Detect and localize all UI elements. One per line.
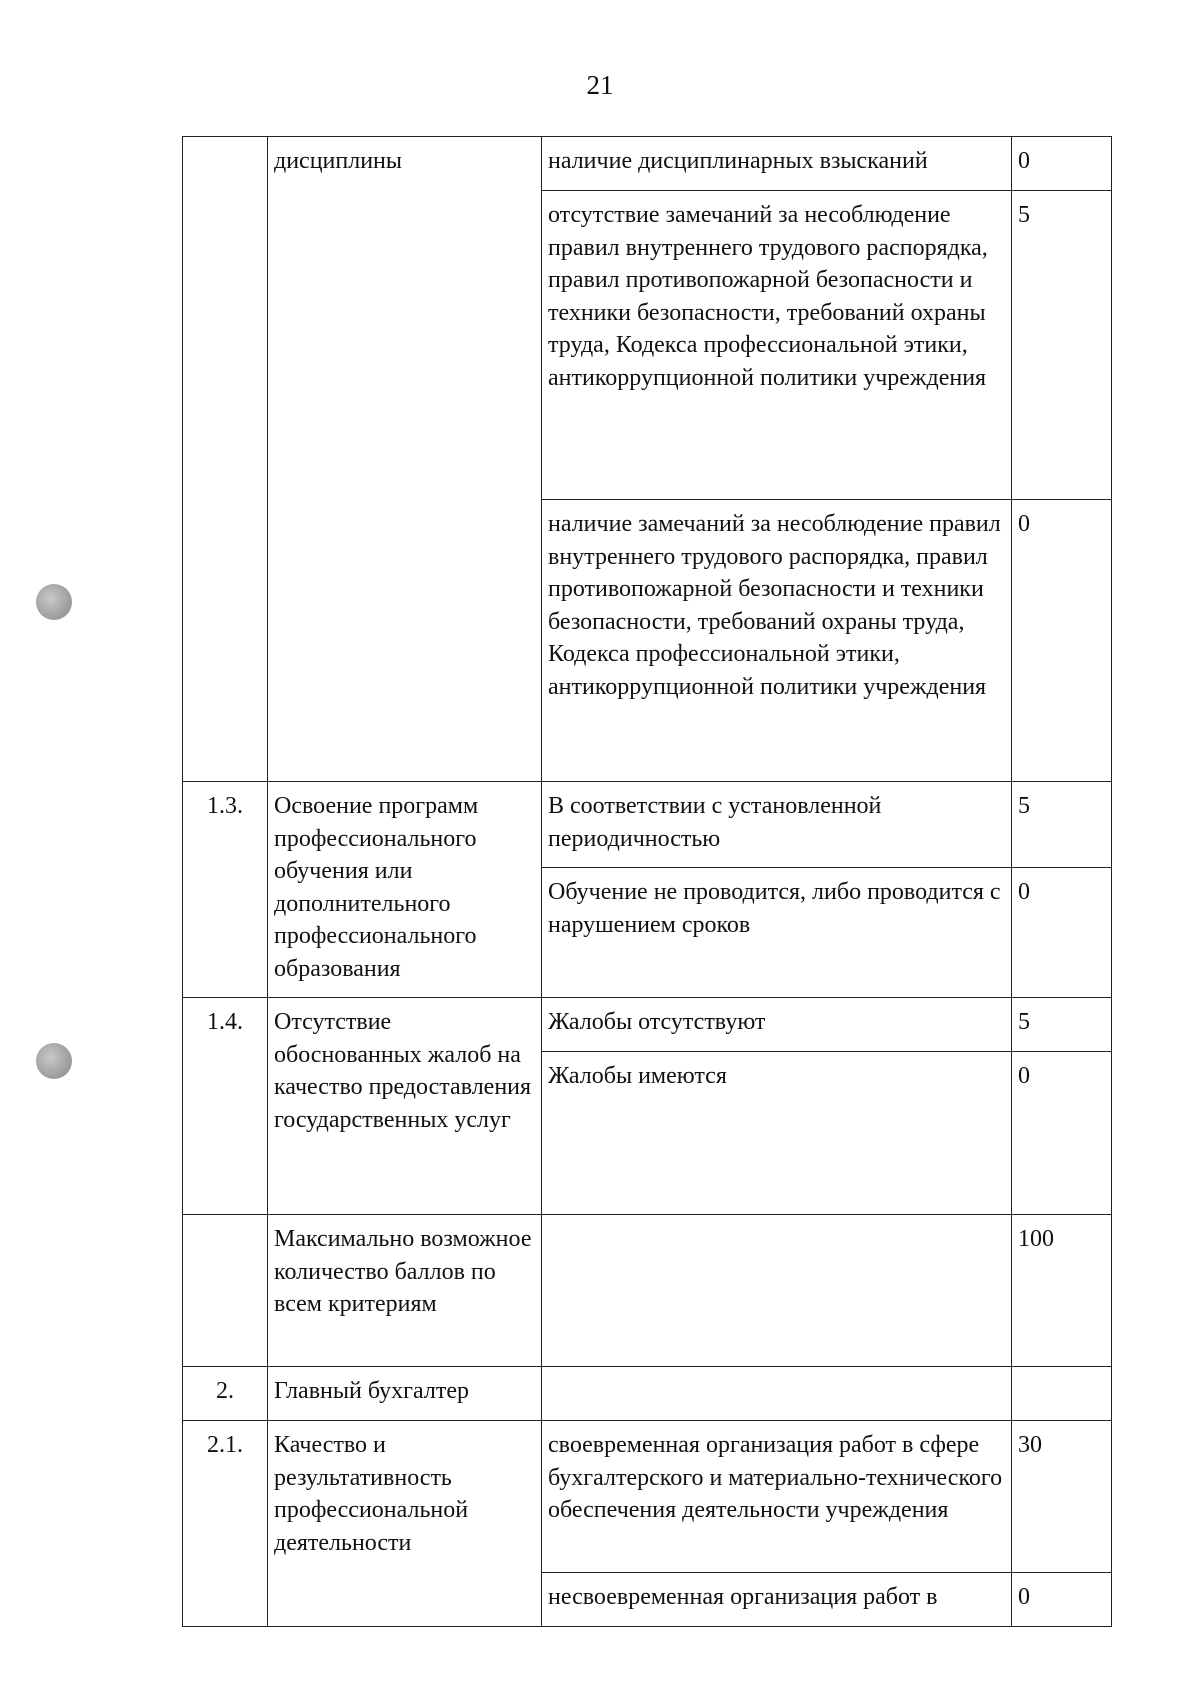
table-row xyxy=(183,998,1112,1052)
indicator-cell: В соответствии с установленной периодичностью xyxy=(542,782,1012,868)
score-cell: 0 xyxy=(1012,1052,1112,1215)
page-number: 21 xyxy=(586,70,614,100)
table-row xyxy=(183,1421,1112,1573)
item-number-cell: 2.1. xyxy=(183,1421,268,1627)
punch-hole-mark xyxy=(36,584,72,620)
score-cell xyxy=(1012,1367,1112,1421)
criteria-table xyxy=(182,136,1112,1627)
indicator-cell: Жалобы отсутствуют xyxy=(542,998,1012,1052)
indicator-cell: наличие замечаний за несоблюдение правил внутреннего трудового распорядка, правил противопожарной безопасности и техники безопасности, требований охраны труда, Кодекса профессиональной этики, антикоррупционной политики учреждения xyxy=(542,500,1012,782)
criterion-cell: Отсутствие обоснованных жалоб на качество предоставления государственных услуг xyxy=(268,998,542,1215)
score-cell: 5 xyxy=(1012,782,1112,868)
indicator-cell: Жалобы имеются xyxy=(542,1052,1012,1215)
item-number-cell: 1.3. xyxy=(183,782,268,998)
table-row xyxy=(183,1215,1112,1367)
score-cell: 30 xyxy=(1012,1421,1112,1573)
table-row xyxy=(183,782,1112,868)
criterion-cell: дисциплины xyxy=(268,137,542,782)
score-cell: 5 xyxy=(1012,191,1112,500)
indicator-cell xyxy=(542,1215,1012,1367)
criterion-cell: Освоение программ профессионального обучения или дополнительного профессионального образования xyxy=(268,782,542,998)
criterion-cell: Качество и результативность профессиональной деятельности xyxy=(268,1421,542,1627)
indicator-cell: своевременная организация работ в сфере бухгалтерского и материально-технического обеспечения деятельности учреждения xyxy=(542,1421,1012,1573)
indicator-cell: несвоевременная организация работ в xyxy=(542,1573,1012,1627)
indicator-cell xyxy=(542,1367,1012,1421)
item-number-cell xyxy=(183,1215,268,1367)
score-cell: 0 xyxy=(1012,868,1112,998)
indicator-cell: отсутствие замечаний за несоблюдение правил внутреннего трудового распорядка, правил противопожарной безопасности и техники безопасности, требований охраны труда, Кодекса профессиональной этики, антикоррупционной политики учреждения xyxy=(542,191,1012,500)
score-cell: 0 xyxy=(1012,137,1112,191)
score-cell: 0 xyxy=(1012,1573,1112,1627)
table-row xyxy=(183,137,1112,191)
table-row xyxy=(183,1367,1112,1421)
item-number-cell: 1.4. xyxy=(183,998,268,1215)
punch-hole-mark xyxy=(36,1043,72,1079)
criterion-cell: Максимально возможное количество баллов по всем критериям xyxy=(268,1215,542,1367)
indicator-cell: наличие дисциплинарных взысканий xyxy=(542,137,1012,191)
item-number-cell: 2. xyxy=(183,1367,268,1421)
indicator-cell: Обучение не проводится, либо проводится с нарушением сроков xyxy=(542,868,1012,998)
item-number-cell xyxy=(183,137,268,782)
score-cell: 100 xyxy=(1012,1215,1112,1367)
score-cell: 5 xyxy=(1012,998,1112,1052)
score-cell: 0 xyxy=(1012,500,1112,782)
criterion-cell: Главный бухгалтер xyxy=(268,1367,542,1421)
